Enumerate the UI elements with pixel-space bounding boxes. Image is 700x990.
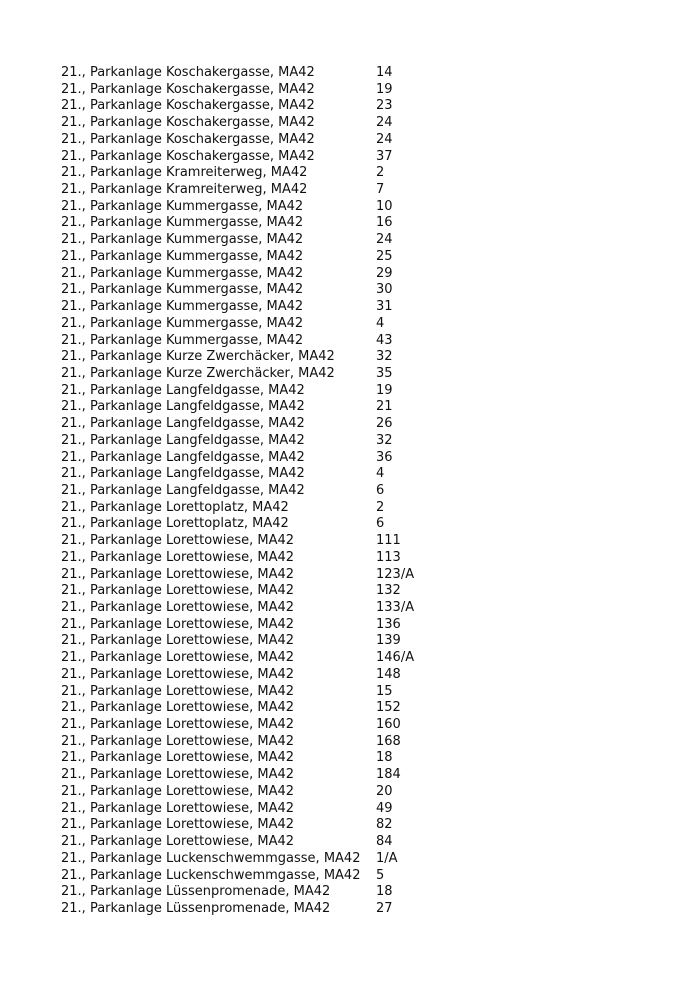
park-name: 21., Parkanlage Langfeldgasse, MA42 (61, 416, 305, 432)
park-name: 21., Parkanlage Kummergasse, MA42 (61, 299, 304, 315)
house-number: 2 (376, 165, 385, 181)
house-number: 146/A (376, 650, 415, 666)
house-number: 132 (376, 583, 401, 599)
list-item (61, 684, 661, 701)
park-name: 21., Parkanlage Lorettowiese, MA42 (61, 600, 295, 615)
house-number: 32 (376, 349, 393, 365)
house-number: 6 (376, 482, 385, 498)
park-name: 21., Parkanlage Kummergasse, MA42 (61, 332, 304, 348)
list-item (61, 450, 661, 467)
park-name: 21., Parkanlage Lorettowiese, MA42 (61, 700, 295, 716)
list-item (61, 600, 661, 617)
list-item (61, 516, 661, 533)
house-number: 123/A (376, 566, 415, 582)
house-number: 23 (376, 98, 393, 114)
park-name: 21., Parkanlage Koschakergasse, MA42 (61, 115, 315, 131)
house-number: 4 (376, 315, 385, 331)
list-item (61, 165, 661, 182)
park-name: 21., Parkanlage Langfeldgasse, MA42 (61, 482, 305, 498)
list-item (61, 399, 661, 416)
park-name: 21., Parkanlage Lorettowiese, MA42 (61, 800, 295, 816)
park-name: 21., Parkanlage Koschakergasse, MA42 (61, 65, 315, 80)
house-number: 26 (376, 416, 393, 432)
house-number: 14 (376, 65, 393, 80)
entry-list (61, 65, 661, 918)
house-number: 32 (376, 432, 393, 448)
park-name: 21., Parkanlage Lüssenpromenade, MA42 (61, 900, 331, 916)
park-name: 21., Parkanlage Langfeldgasse, MA42 (61, 432, 305, 448)
list-item (61, 115, 661, 132)
house-number: 27 (376, 900, 393, 916)
park-name: 21., Parkanlage Lorettowiese, MA42 (61, 566, 295, 582)
list-item (61, 717, 661, 734)
list-item (61, 784, 661, 801)
list-item (61, 583, 661, 600)
house-number: 111 (376, 533, 401, 549)
park-name: 21., Parkanlage Lorettowiese, MA42 (61, 583, 295, 599)
list-item (61, 199, 661, 216)
list-item (61, 750, 661, 767)
park-name: 21., Parkanlage Lorettowiese, MA42 (61, 767, 295, 783)
park-name: 21., Parkanlage Lorettowiese, MA42 (61, 616, 295, 632)
park-name: 21., Parkanlage Kummergasse, MA42 (61, 232, 304, 248)
list-item (61, 299, 661, 316)
park-name: 21., Parkanlage Lorettowiese, MA42 (61, 666, 295, 682)
house-number: 10 (376, 198, 393, 214)
house-number: 160 (376, 717, 401, 733)
list-item (61, 700, 661, 717)
house-number: 113 (376, 549, 401, 565)
park-name: 21., Parkanlage Lorettowiese, MA42 (61, 683, 295, 699)
park-name: 21., Parkanlage Kummergasse, MA42 (61, 248, 304, 264)
house-number: 18 (376, 750, 393, 766)
park-name: 21., Parkanlage Lorettowiese, MA42 (61, 834, 295, 850)
list-item (61, 316, 661, 333)
list-item (61, 232, 661, 249)
list-item (61, 149, 661, 166)
park-name: 21., Parkanlage Kurze Zwerchäcker, MA42 (61, 365, 335, 381)
house-number: 148 (376, 666, 401, 682)
house-number: 16 (376, 215, 393, 231)
house-number: 5 (376, 867, 385, 883)
house-number: 82 (376, 817, 393, 833)
list-item (61, 500, 661, 517)
house-number: 25 (376, 248, 393, 264)
park-name: 21., Parkanlage Kummergasse, MA42 (61, 315, 304, 331)
park-name: 21., Parkanlage Lüssenpromenade, MA42 (61, 884, 331, 900)
house-number: 24 (376, 115, 393, 131)
list-item (61, 433, 661, 450)
list-item (61, 817, 661, 834)
list-item (61, 132, 661, 149)
park-name: 21., Parkanlage Koschakergasse, MA42 (61, 81, 315, 97)
house-number: 136 (376, 616, 401, 632)
house-number: 31 (376, 299, 393, 315)
park-name: 21., Parkanlage Langfeldgasse, MA42 (61, 449, 305, 465)
list-item (61, 901, 661, 918)
park-name: 21., Parkanlage Koschakergasse, MA42 (61, 148, 315, 164)
house-number: 1/A (376, 850, 398, 866)
park-name: 21., Parkanlage Koschakergasse, MA42 (61, 98, 315, 114)
list-item (61, 801, 661, 818)
list-item (61, 650, 661, 667)
park-name: 21., Parkanlage Lorettowiese, MA42 (61, 817, 295, 833)
list-item (61, 416, 661, 433)
list-item (61, 633, 661, 650)
park-name: 21., Parkanlage Lorettowiese, MA42 (61, 750, 295, 766)
park-name: 21., Parkanlage Kummergasse, MA42 (61, 265, 304, 281)
house-number: 84 (376, 834, 393, 850)
list-item (61, 734, 661, 751)
park-name: 21., Parkanlage Lorettoplatz, MA42 (61, 516, 289, 532)
park-name: 21., Parkanlage Koschakergasse, MA42 (61, 131, 315, 147)
house-number: 6 (376, 516, 385, 532)
park-name: 21., Parkanlage Luckenschwemmgasse, MA42 (61, 850, 361, 866)
list-item (61, 834, 661, 851)
house-number: 152 (376, 700, 401, 716)
list-item (61, 266, 661, 283)
house-number: 37 (376, 148, 393, 164)
house-number: 19 (376, 382, 393, 398)
house-number: 184 (376, 767, 401, 783)
park-name: 21., Parkanlage Langfeldgasse, MA42 (61, 399, 305, 415)
park-name: 21., Parkanlage Lorettowiese, MA42 (61, 650, 295, 666)
list-item (61, 215, 661, 232)
house-number: 7 (376, 182, 385, 198)
list-item (61, 767, 661, 784)
list-item (61, 667, 661, 684)
house-number: 133/A (376, 600, 415, 615)
park-name: 21., Parkanlage Lorettowiese, MA42 (61, 549, 295, 565)
house-number: 20 (376, 783, 393, 799)
park-name: 21., Parkanlage Kummergasse, MA42 (61, 282, 304, 298)
list-item (61, 884, 661, 901)
park-name: 21., Parkanlage Langfeldgasse, MA42 (61, 466, 305, 482)
house-number: 139 (376, 633, 401, 649)
list-item (61, 466, 661, 483)
house-number: 15 (376, 683, 393, 699)
list-item (61, 65, 661, 82)
house-number: 29 (376, 265, 393, 281)
house-number: 43 (376, 332, 393, 348)
house-number: 19 (376, 81, 393, 97)
house-number: 49 (376, 800, 393, 816)
house-number: 18 (376, 884, 393, 900)
park-name: 21., Parkanlage Kramreiterweg, MA42 (61, 182, 308, 198)
park-name: 21., Parkanlage Lorettoplatz, MA42 (61, 499, 289, 515)
list-item (61, 366, 661, 383)
list-item (61, 617, 661, 634)
list-item (61, 282, 661, 299)
house-number: 30 (376, 282, 393, 298)
house-number: 24 (376, 131, 393, 147)
park-name: 21., Parkanlage Lorettowiese, MA42 (61, 717, 295, 733)
list-item (61, 82, 661, 99)
park-name: 21., Parkanlage Lorettowiese, MA42 (61, 733, 295, 749)
list-item (61, 567, 661, 584)
list-item (61, 483, 661, 500)
list-item (61, 98, 661, 115)
park-name: 21., Parkanlage Kramreiterweg, MA42 (61, 165, 308, 181)
park-name: 21., Parkanlage Kurze Zwerchäcker, MA42 (61, 349, 335, 365)
park-name: 21., Parkanlage Langfeldgasse, MA42 (61, 382, 305, 398)
list-item (61, 383, 661, 400)
house-number: 24 (376, 232, 393, 248)
house-number: 21 (376, 399, 393, 415)
house-number: 36 (376, 449, 393, 465)
list-item (61, 249, 661, 266)
park-name: 21., Parkanlage Lorettowiese, MA42 (61, 783, 295, 799)
list-item (61, 550, 661, 567)
list-item (61, 851, 661, 868)
list-item (61, 868, 661, 885)
house-number: 4 (376, 466, 385, 482)
house-number: 2 (376, 499, 385, 515)
park-name: 21., Parkanlage Lorettowiese, MA42 (61, 533, 295, 549)
house-number: 168 (376, 733, 401, 749)
park-name: 21., Parkanlage Kummergasse, MA42 (61, 198, 304, 214)
park-name: 21., Parkanlage Lorettowiese, MA42 (61, 633, 295, 649)
list-item (61, 533, 661, 550)
park-name: 21., Parkanlage Kummergasse, MA42 (61, 215, 304, 231)
house-number: 35 (376, 365, 393, 381)
list-item (61, 333, 661, 350)
list-item (61, 182, 661, 199)
park-name: 21., Parkanlage Luckenschwemmgasse, MA42 (61, 867, 361, 883)
list-item (61, 349, 661, 366)
